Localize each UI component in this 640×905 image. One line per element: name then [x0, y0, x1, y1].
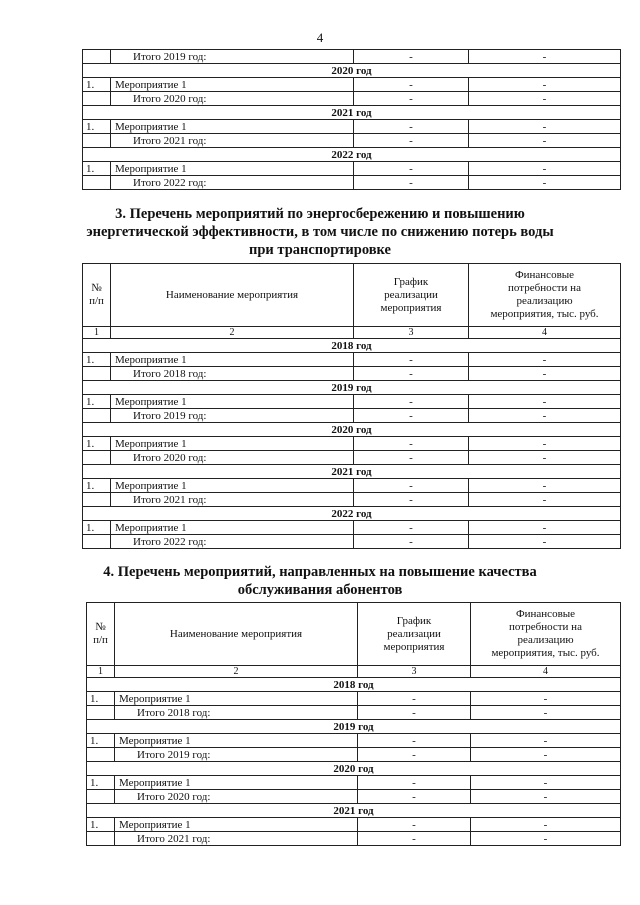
table-body — [83, 50, 621, 190]
table-header — [87, 603, 621, 678]
schedule-value: - — [354, 451, 469, 465]
year-label: 2021 год — [83, 106, 621, 120]
total-label: Итого 2019 год: — [111, 409, 354, 423]
header-index: 2 — [111, 327, 354, 339]
header-index: 4 — [469, 327, 621, 339]
year-row — [83, 148, 621, 162]
schedule-value: - — [354, 176, 469, 190]
year-row — [87, 720, 621, 734]
section-4-title: 4. Перечень мероприятий, направленных на повышение качества обслуживания абонентов — [103, 564, 537, 598]
finance-value: - — [469, 176, 621, 190]
year-row — [87, 678, 621, 692]
table-row — [83, 521, 621, 535]
page-number: 4 — [316, 30, 324, 45]
year-row — [87, 804, 621, 818]
total-row — [87, 790, 621, 804]
header-index: 1 — [83, 327, 111, 339]
finance-value: - — [469, 162, 621, 176]
measure-name: Мероприятие 1 — [111, 395, 354, 409]
total-row — [83, 451, 621, 465]
finance-value: - — [471, 692, 621, 706]
total-label: Итого 2019 год: — [115, 748, 358, 762]
total-label: Итого 2020 год: — [111, 92, 354, 106]
schedule-value: - — [354, 409, 469, 423]
total-label: Итого 2022 год: — [111, 535, 354, 549]
header-index: 3 — [358, 666, 471, 678]
finance-value: - — [469, 493, 621, 507]
measure-name: Мероприятие 1 — [111, 78, 354, 92]
finance-value: - — [469, 92, 621, 106]
row-number: 1. — [83, 353, 111, 367]
row-number — [83, 535, 111, 549]
finance-value: - — [469, 521, 621, 535]
table-header — [83, 264, 621, 339]
header-schedule: График реализации мероприятия — [358, 603, 471, 666]
row-number: 1. — [87, 734, 115, 748]
schedule-value: - — [354, 92, 469, 106]
row-number: 1. — [83, 521, 111, 535]
row-number: 1. — [87, 818, 115, 832]
measure-name: Мероприятие 1 — [111, 162, 354, 176]
year-row — [83, 106, 621, 120]
measure-name: Мероприятие 1 — [115, 734, 358, 748]
table-row — [83, 437, 621, 451]
total-label: Итого 2018 год: — [111, 367, 354, 381]
header-index: 1 — [87, 666, 115, 678]
total-row — [87, 832, 621, 846]
total-row — [87, 706, 621, 720]
finance-value: - — [469, 367, 621, 381]
total-label: Итого 2021 год: — [111, 493, 354, 507]
table-row — [87, 692, 621, 706]
year-row — [83, 465, 621, 479]
table-row — [83, 78, 621, 92]
schedule-value: - — [354, 120, 469, 134]
total-row — [83, 367, 621, 381]
header-name: Наименование мероприятия — [115, 603, 358, 666]
row-number: 1. — [87, 776, 115, 790]
schedule-value: - — [354, 521, 469, 535]
total-row — [87, 748, 621, 762]
year-row — [83, 381, 621, 395]
total-label: Итого 2020 год: — [111, 451, 354, 465]
row-number: 1. — [83, 479, 111, 493]
total-row — [83, 409, 621, 423]
total-label: Итого 2020 год: — [115, 790, 358, 804]
header-index: 3 — [354, 327, 469, 339]
schedule-value: - — [354, 493, 469, 507]
measure-name: Мероприятие 1 — [111, 479, 354, 493]
year-label: 2019 год — [83, 381, 621, 395]
header-index: 2 — [115, 666, 358, 678]
row-number — [83, 493, 111, 507]
year-row — [83, 507, 621, 521]
schedule-value: - — [358, 706, 471, 720]
total-row — [83, 92, 621, 106]
header-schedule: График реализации мероприятия — [354, 264, 469, 327]
finance-value: - — [469, 409, 621, 423]
table-row — [83, 479, 621, 493]
finance-value: - — [469, 535, 621, 549]
table-energy-saving — [82, 263, 621, 549]
schedule-value: - — [358, 818, 471, 832]
finance-value: - — [471, 832, 621, 846]
schedule-value: - — [354, 535, 469, 549]
finance-value: - — [469, 353, 621, 367]
year-label: 2020 год — [83, 423, 621, 437]
schedule-value: - — [358, 734, 471, 748]
schedule-value: - — [354, 367, 469, 381]
finance-value: - — [469, 437, 621, 451]
measure-name: Мероприятие 1 — [111, 521, 354, 535]
finance-value: - — [469, 451, 621, 465]
schedule-value: - — [354, 78, 469, 92]
total-label: Итого 2021 год: — [115, 832, 358, 846]
row-number: 1. — [83, 437, 111, 451]
schedule-value: - — [358, 790, 471, 804]
schedule-value: - — [354, 134, 469, 148]
finance-value: - — [469, 120, 621, 134]
total-row — [83, 535, 621, 549]
row-number — [83, 92, 111, 106]
measure-name: Мероприятие 1 — [111, 437, 354, 451]
row-number — [87, 706, 115, 720]
total-row — [83, 134, 621, 148]
measure-name: Мероприятие 1 — [111, 353, 354, 367]
schedule-value: - — [358, 692, 471, 706]
row-number: 1. — [83, 78, 111, 92]
year-label: 2020 год — [87, 762, 621, 776]
header-num: № п/п — [87, 603, 115, 666]
total-label: Итого 2022 год: — [111, 176, 354, 190]
finance-value: - — [469, 395, 621, 409]
table-row — [83, 162, 621, 176]
measure-name: Мероприятие 1 — [115, 692, 358, 706]
row-number — [83, 50, 111, 64]
schedule-value: - — [354, 162, 469, 176]
year-label: 2018 год — [83, 339, 621, 353]
finance-value: - — [469, 50, 621, 64]
finance-value: - — [469, 479, 621, 493]
total-label: Итого 2019 год: — [111, 50, 354, 64]
row-number: 1. — [83, 395, 111, 409]
total-row — [83, 50, 621, 64]
total-row — [83, 176, 621, 190]
row-number — [87, 748, 115, 762]
table-continuation — [82, 49, 621, 190]
row-number: 1. — [83, 120, 111, 134]
finance-value: - — [471, 790, 621, 804]
schedule-value: - — [354, 353, 469, 367]
section-3-title: 3. Перечень мероприятий по энергосбережению и повышению энергетической эффективности, в том числе по снижению потерь воды при транспортировке — [86, 206, 554, 258]
finance-value: - — [469, 134, 621, 148]
total-label: Итого 2021 год: — [111, 134, 354, 148]
row-number — [83, 134, 111, 148]
schedule-value: - — [354, 50, 469, 64]
year-row — [83, 423, 621, 437]
table-row — [83, 353, 621, 367]
table-row — [83, 120, 621, 134]
table-row — [87, 776, 621, 790]
measure-name: Мероприятие 1 — [115, 776, 358, 790]
row-number — [83, 409, 111, 423]
finance-value: - — [471, 706, 621, 720]
year-label: 2021 год — [83, 465, 621, 479]
schedule-value: - — [358, 748, 471, 762]
row-number: 1. — [83, 162, 111, 176]
year-row — [87, 762, 621, 776]
table-row — [83, 395, 621, 409]
header-index: 4 — [471, 666, 621, 678]
schedule-value: - — [354, 437, 469, 451]
year-label: 2022 год — [83, 507, 621, 521]
finance-value: - — [471, 776, 621, 790]
year-label: 2020 год — [83, 64, 621, 78]
row-number — [87, 790, 115, 804]
row-number — [83, 451, 111, 465]
table-body — [83, 339, 621, 549]
schedule-value: - — [354, 479, 469, 493]
year-row — [83, 64, 621, 78]
total-row — [83, 493, 621, 507]
row-number: 1. — [87, 692, 115, 706]
year-label: 2019 год — [87, 720, 621, 734]
header-name: Наименование мероприятия — [111, 264, 354, 327]
year-row — [83, 339, 621, 353]
row-number — [83, 367, 111, 381]
table-row — [87, 734, 621, 748]
table-row — [87, 818, 621, 832]
header-finance: Финансовые потребности на реализацию мероприятия, тыс. руб. — [469, 264, 621, 327]
row-number — [83, 176, 111, 190]
year-label: 2021 год — [87, 804, 621, 818]
finance-value: - — [471, 748, 621, 762]
table-service-quality — [86, 602, 621, 846]
row-number — [87, 832, 115, 846]
measure-name: Мероприятие 1 — [115, 818, 358, 832]
header-finance: Финансовые потребности на реализацию мероприятия, тыс. руб. — [471, 603, 621, 666]
schedule-value: - — [358, 832, 471, 846]
schedule-value: - — [354, 395, 469, 409]
schedule-value: - — [358, 776, 471, 790]
finance-value: - — [471, 734, 621, 748]
year-label: 2018 год — [87, 678, 621, 692]
finance-value: - — [471, 818, 621, 832]
header-num: № п/п — [83, 264, 111, 327]
measure-name: Мероприятие 1 — [111, 120, 354, 134]
table-body — [87, 678, 621, 846]
finance-value: - — [469, 78, 621, 92]
total-label: Итого 2018 год: — [115, 706, 358, 720]
year-label: 2022 год — [83, 148, 621, 162]
